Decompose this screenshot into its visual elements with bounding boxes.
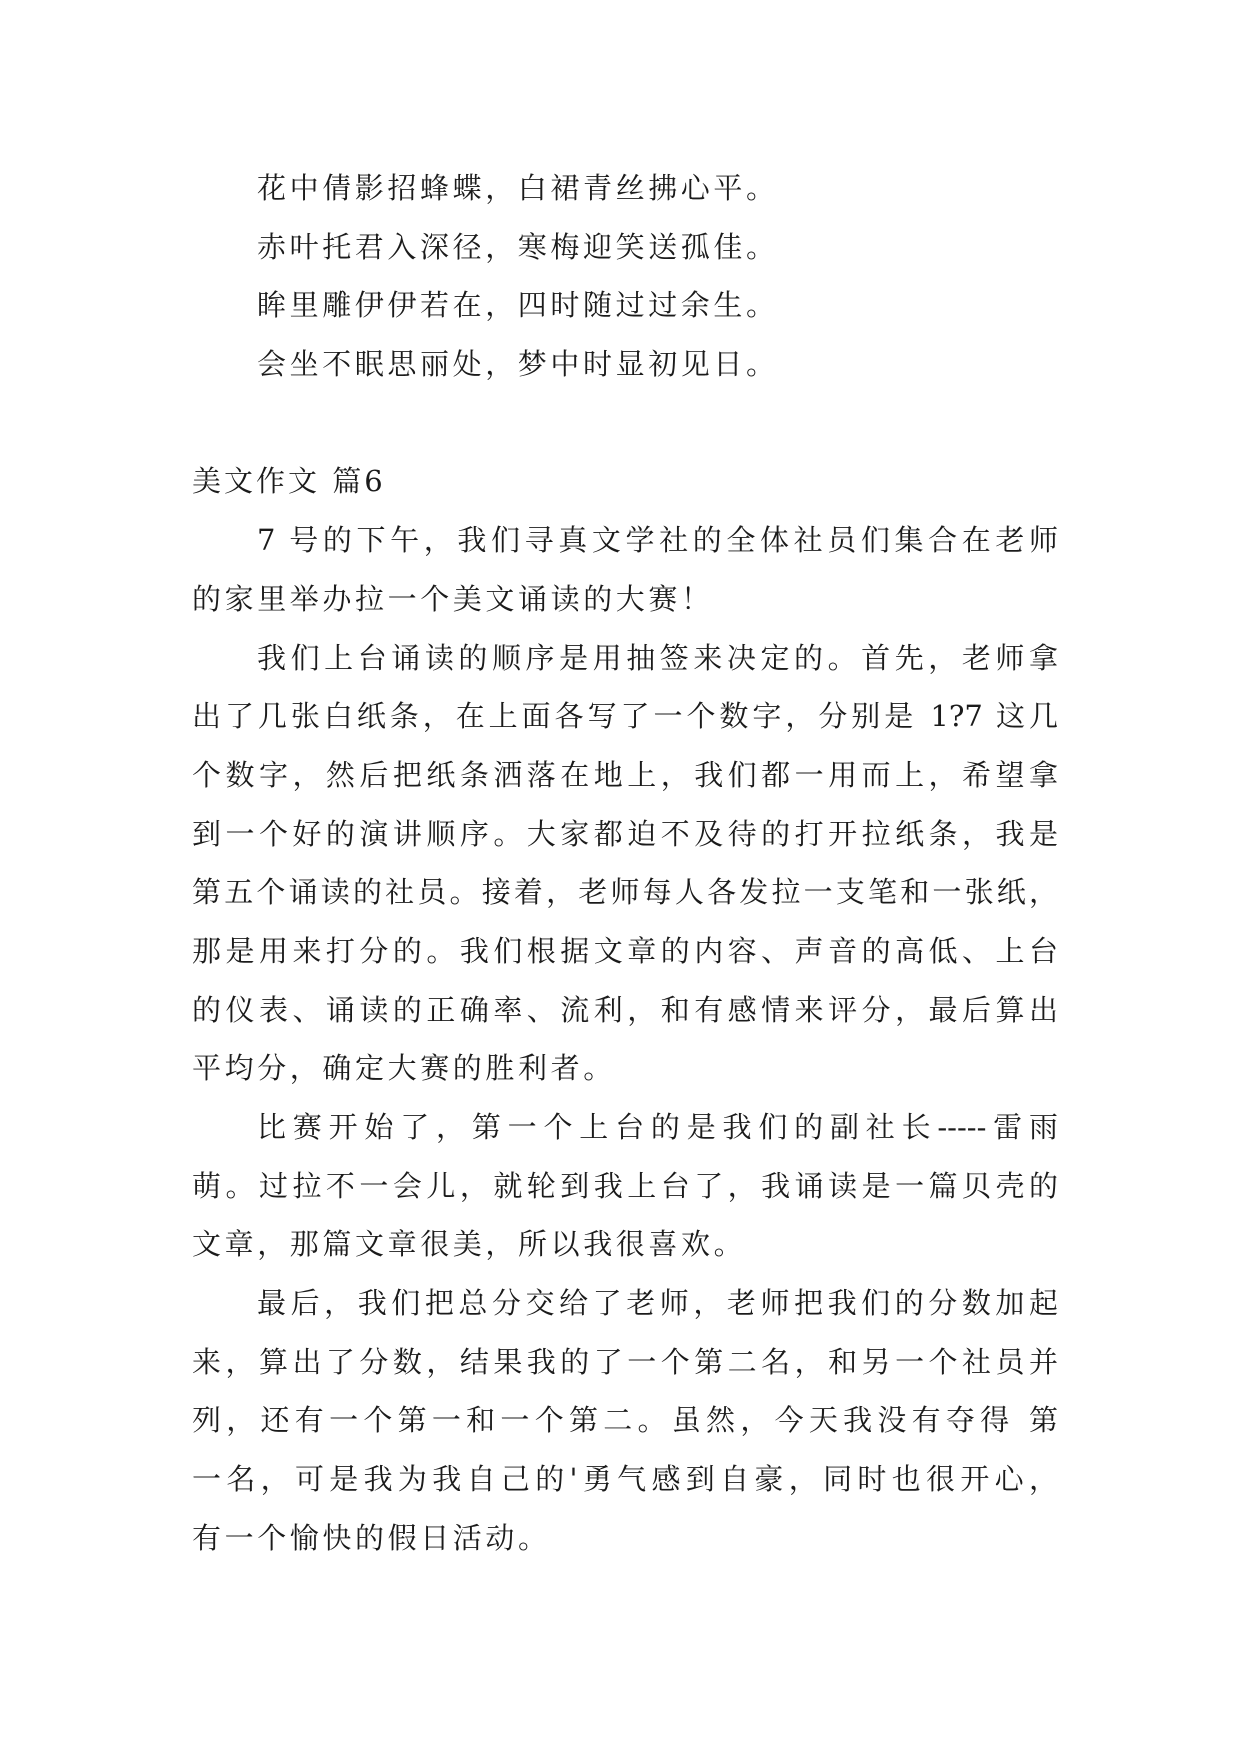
paragraph-line: 到一个好的演讲顺序。大家都迫不及待的打开拉纸条，我是 <box>192 816 1058 851</box>
poem-line: 眸里雕伊伊若在，四时随过过余生。 <box>257 288 779 323</box>
paragraph-line: 列，还有一个第一和一个第二。虽然，今天我没有夺得 第 <box>192 1403 1058 1438</box>
paragraph-line: 有一个愉快的假日活动。 <box>192 1520 551 1555</box>
paragraph-line: 第五个诵读的社员。接着，老师每人各发拉一支笔和一张纸， <box>192 875 1058 910</box>
paragraph-line: 那是用来打分的。我们根据文章的内容、声音的高低、上台 <box>192 933 1058 968</box>
paragraph-line: 7 号的下午，我们寻真文学社的全体社员们集合在老师 <box>257 523 1058 558</box>
blank-line <box>192 394 1058 453</box>
poem-line: 赤叶托君入深径，寒梅迎笑送孤佳。 <box>257 229 779 264</box>
paragraph-line: 萌。过拉不一会儿，就轮到我上台了，我诵读是一篇贝壳的 <box>192 1168 1058 1203</box>
paragraph-line: 最后，我们把总分交给了老师，老师把我们的分数加起 <box>257 1286 1058 1321</box>
paragraph <box>192 629 1058 1099</box>
paragraph <box>192 1274 1058 1567</box>
poem-line: 花中倩影招蜂蝶，白裙青丝拂心平。 <box>257 171 779 205</box>
section-heading: 美文作文 篇6 <box>192 464 386 499</box>
paragraph-line: 平均分，确定大赛的胜利者。 <box>192 1051 616 1086</box>
paragraph-line: 的仪表、诵读的正确率、流利，和有感情来评分，最后算出 <box>192 992 1058 1027</box>
paragraph-line: 出了几张白纸条，在上面各写了一个数字，分别是 1?7 这几 <box>192 699 1058 734</box>
paragraph-line: 的家里举办拉一个美文诵读的大赛！ <box>192 581 714 616</box>
paragraph <box>192 511 1058 628</box>
paragraph-line: 来，算出了分数，结果我的了一个第二名，和另一个社员并 <box>192 1344 1058 1379</box>
paragraph-line: 我们上台诵读的顺序是用抽签来决定的。首先，老师拿 <box>257 640 1058 675</box>
paragraph <box>192 1098 1058 1274</box>
paragraph-line: 个数字，然后把纸条洒落在地上，我们都一用而上，希望拿 <box>192 757 1058 792</box>
paragraph-line: 文章，那篇文章很美，所以我很喜欢。 <box>192 1227 747 1262</box>
text-column <box>192 159 1058 1568</box>
paragraph-line: 比赛开始了，第一个上台的是我们的副社长-----雷雨 <box>257 1110 1058 1144</box>
paragraph-line: 一名，可是我为我自己的'勇气感到自豪，同时也很开心， <box>192 1462 1058 1497</box>
poem <box>192 159 1058 394</box>
poem-line: 会坐不眠思丽处，梦中时显初见日。 <box>257 347 779 382</box>
